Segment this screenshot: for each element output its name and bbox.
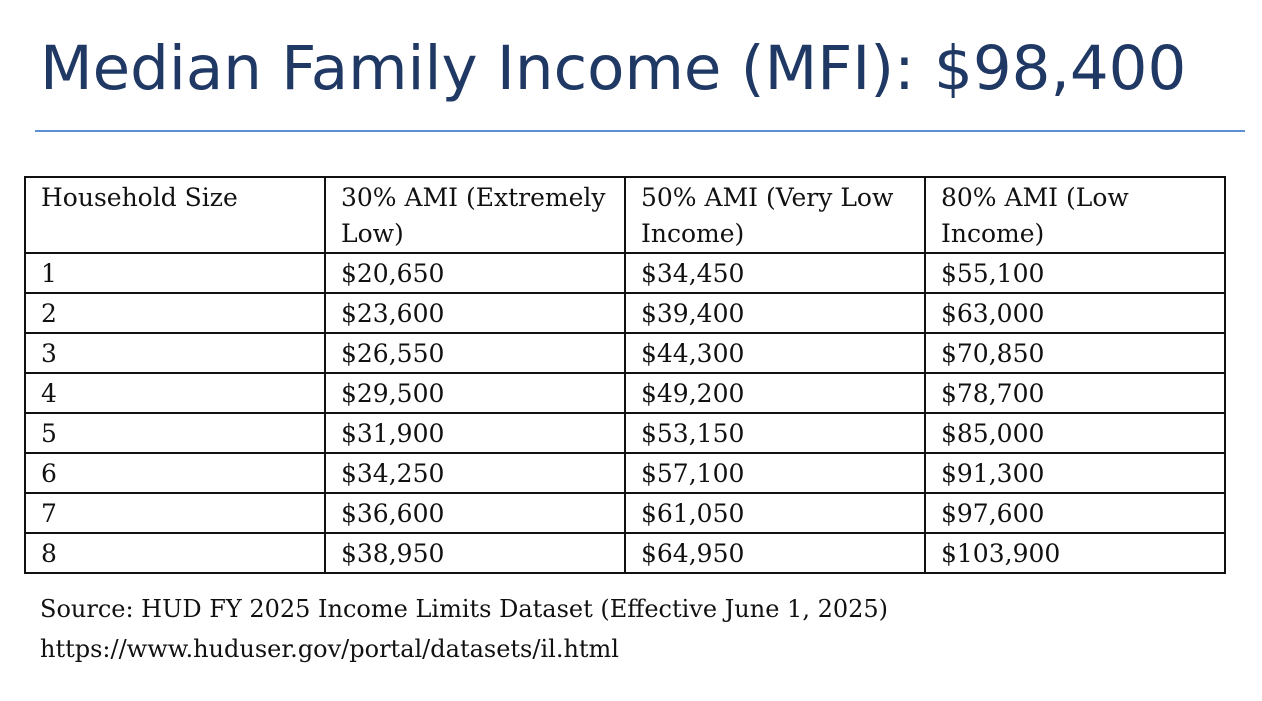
- ami-80-cell: $78,700: [925, 373, 1225, 413]
- table-row: [25, 533, 1225, 573]
- table-body: [25, 253, 1225, 573]
- ami-80-cell: $85,000: [925, 413, 1225, 453]
- ami-80-cell: $97,600: [925, 493, 1225, 533]
- table-row: [25, 373, 1225, 413]
- ami-50-cell: $34,450: [625, 253, 925, 293]
- table-row: [25, 413, 1225, 453]
- ami-50-cell: $57,100: [625, 453, 925, 493]
- ami-50-cell: $61,050: [625, 493, 925, 533]
- title-divider: [35, 130, 1245, 132]
- table-row: [25, 453, 1225, 493]
- ami-80-cell: $70,850: [925, 333, 1225, 373]
- household-size-cell: 3: [25, 333, 325, 373]
- header-80-ami: 80% AMI (Low Income): [925, 177, 1225, 253]
- ami-80-cell: $103,900: [925, 533, 1225, 573]
- ami-30-cell: $36,600: [325, 493, 625, 533]
- ami-30-cell: $29,500: [325, 373, 625, 413]
- ami-50-cell: $64,950: [625, 533, 925, 573]
- header-row: [25, 177, 1225, 253]
- header-30-ami: 30% AMI (Extremely Low): [325, 177, 625, 253]
- household-size-cell: 8: [25, 533, 325, 573]
- ami-30-cell: $26,550: [325, 333, 625, 373]
- page-title: Median Family Income (MFI): $98,400: [40, 33, 1187, 104]
- ami-30-cell: $20,650: [325, 253, 625, 293]
- ami-30-cell: $34,250: [325, 453, 625, 493]
- ami-30-cell: $31,900: [325, 413, 625, 453]
- ami-80-cell: $91,300: [925, 453, 1225, 493]
- source-url: https://www.huduser.gov/portal/datasets/il.html: [40, 635, 619, 663]
- ami-50-cell: $49,200: [625, 373, 925, 413]
- header-50-ami: 50% AMI (Very Low Income): [625, 177, 925, 253]
- household-size-cell: 5: [25, 413, 325, 453]
- household-size-cell: 4: [25, 373, 325, 413]
- header-household-size: Household Size: [25, 177, 325, 253]
- ami-50-cell: $44,300: [625, 333, 925, 373]
- household-size-cell: 7: [25, 493, 325, 533]
- source-citation: Source: HUD FY 2025 Income Limits Dataset (Effective June 1, 2025): [40, 595, 889, 623]
- ami-80-cell: $55,100: [925, 253, 1225, 293]
- ami-50-cell: $53,150: [625, 413, 925, 453]
- table-header: [25, 177, 1225, 253]
- table-row: [25, 293, 1225, 333]
- source-note: [40, 589, 888, 669]
- ami-50-cell: $39,400: [625, 293, 925, 333]
- ami-30-cell: $23,600: [325, 293, 625, 333]
- household-size-cell: 1: [25, 253, 325, 293]
- household-size-cell: 2: [25, 293, 325, 333]
- ami-80-cell: $63,000: [925, 293, 1225, 333]
- income-limits-table: [24, 176, 1226, 574]
- ami-30-cell: $38,950: [325, 533, 625, 573]
- table-row: [25, 333, 1225, 373]
- table-row: [25, 253, 1225, 293]
- table-row: [25, 493, 1225, 533]
- household-size-cell: 6: [25, 453, 325, 493]
